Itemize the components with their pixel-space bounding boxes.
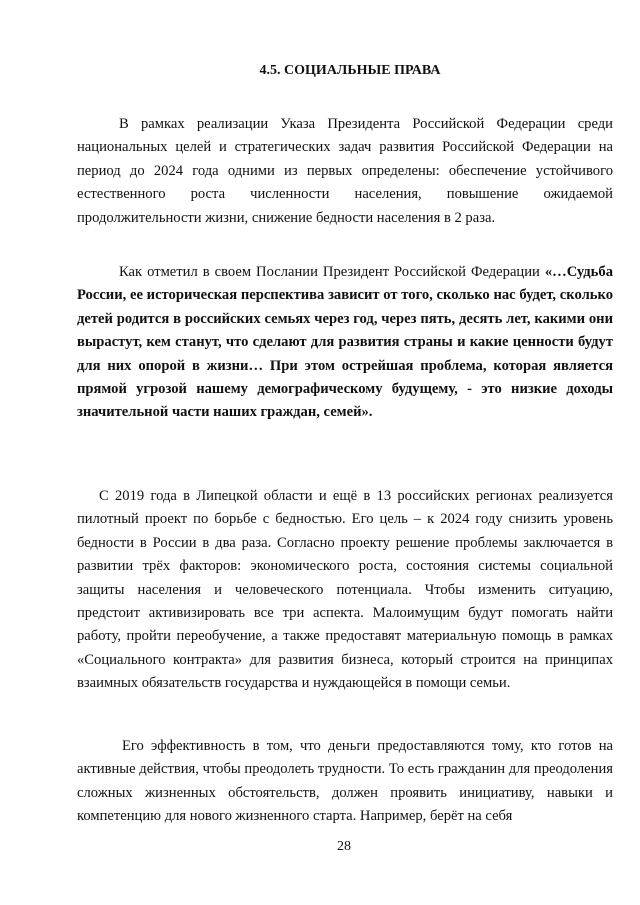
paragraph-decree: В рамках реализации Указа Президента Российской Федерации среди национальных целей и стратегических задач развития Российской Федерации на период до 2024 года одними из первых определены: обеспечение устойчивого естественного роста численности населения, повышение ожидаемой продолжительности жизни, снижение бедности населения в 2 раза.: [77, 116, 613, 226]
paragraph-intro: Как отметил в своем Послании Президент Российской Федерации: [119, 264, 545, 280]
paragraph-president-message: [77, 261, 613, 425]
president-quote: «…Судьба России, ее историческая перспектива зависит от того, сколько нас будет, сколько детей родится в российских семьях через год, через пять, десять лет, какими они вырастут, кем станут, что сделают для развития страны и какие ценности будут для них опорой в жизни… При этом острейшая проблема, которая является прямой угрозой нашему демографическому будущему, - это низкие доходы значительной части наших граждан, семей».: [77, 264, 613, 421]
section-title: 4.5. СОЦИАЛЬНЫЕ ПРАВА: [259, 63, 441, 78]
paragraph-effectiveness: Его эффективность в том, что деньги предоставляются тому, кто готов на активные действия, чтобы преодолеть трудности. То есть гражданин для преодоления сложных жизненных обстоятельств, должен проявить инициативу, навыки и компетенцию для нового жизненного старта. Например, берёт на себя: [77, 738, 613, 825]
paragraph-pilot-project: С 2019 года в Липецкой области и ещё в 13 российских регионах реализуется пилотный проект по борьбе с бедностью. Его цель – к 2024 году снизить уровень бедности в России в два раза. Согласно проекту решение проблемы заключается в развитии трёх факторов: экономического роста, состояния системы социальной защиты населения и человеческого потенциала. Чтобы изменить ситуацию, предстоит активизировать все три аспекта. Малоимущим будут помогать найти работу, пройти переобучение, а также предоставят материальную помощь в рамках «Социального контракта» для развития бизнеса, который строится на принципах взаимных обязательств государства и нуждающейся в помощи семьи.: [77, 488, 613, 692]
page-number: 28: [337, 839, 351, 854]
